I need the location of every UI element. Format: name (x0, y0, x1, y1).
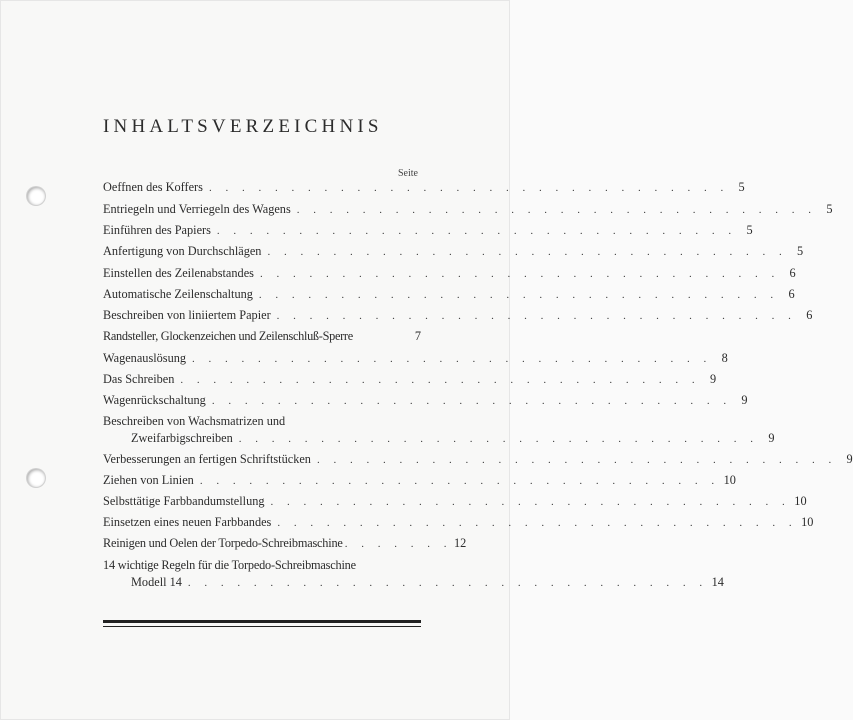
toc-entry-label: Modell 14 (131, 575, 182, 589)
dot-leader: . . . . . . . . . . . . . . . . . . . . . . . . . . . . . . . . (259, 268, 780, 280)
toc-entry-page: 9 (741, 393, 748, 407)
toc-entry-label: Einführen des Papiers (103, 223, 211, 237)
dot-leader: . . . . . . . (344, 538, 452, 550)
toc-entry-page: 6 (806, 308, 813, 322)
page-column-label: Seite (398, 168, 418, 179)
dot-leader: . . . . . . . . . . . . . . . . . . . . . . . . . . . . . . . . (296, 204, 817, 216)
dot-leader: . . . . . . . . . . . . . . . . . . . . . . . . . . . . . . . . (238, 433, 759, 445)
toc-entry-page: 10 (723, 473, 736, 487)
toc-entry-label: Oeffnen des Koffers (103, 180, 203, 194)
toc-entry-page: 5 (746, 223, 753, 237)
toc-entry (103, 243, 804, 261)
toc-entry-page: 10 (794, 494, 807, 508)
toc-entry (103, 413, 775, 448)
toc-entry (103, 286, 795, 304)
toc-entry-label: Entriegeln und Verriegeln des Wagens (103, 202, 291, 216)
toc-entry (103, 371, 717, 389)
toc-entry (103, 557, 724, 592)
toc-entry-label: Beschreiben von liniiertem Papier (103, 308, 271, 322)
dot-leader: . . . . . . . . . . . . . . . . . . . . . . . . . . . . . . . . (316, 454, 837, 466)
toc-entry-label: Verbesserungen an fertigen Schriftstücken (103, 452, 311, 466)
dot-leader: . . . . . . . . . . . . . . . . . . . . . . . . . . . . . . . . (276, 310, 797, 322)
dot-leader: . . . . . . . . . . . . . . . . . . . . . . . . . . . . . . . . (267, 246, 788, 258)
dot-leader: . . . . . . . . . . . . . . . . . . . . . . . . . . . . . . . . (216, 225, 737, 237)
dot-leader: . . . . . . . . . . . . . . . . . . . . . . . . . . . . . . . . (211, 395, 732, 407)
toc-entry-page: 10 (801, 515, 814, 529)
toc-entry (103, 179, 745, 197)
toc-entry-page: 5 (797, 244, 804, 258)
dot-leader: . . . . . . . . . . . . . . . . . . . . . . . . . . . . . . . . (208, 182, 729, 194)
toc-entry (103, 201, 833, 219)
toc-entry-label: Wagenauslösung (103, 351, 187, 365)
toc-entry (103, 307, 813, 325)
toc-entry-label: Randsteller, Glockenzeichen und Zeilenschluß-Sperre (103, 329, 353, 343)
toc-entry (103, 451, 853, 469)
toc-entry-page: 6 (788, 287, 795, 301)
dot-leader: . . . . . . . . . . . . . . . . . . . . . . . . . . . . . . . . (258, 289, 779, 301)
dot-leader: . . . . . . . . . . . . . . . . . . . . . . . . . . . . . . . . (180, 374, 701, 386)
toc-entry-page: 5 (826, 202, 833, 216)
page-title: INHALTSVERZEICHNIS (103, 116, 383, 137)
dot-leader: . . . . . . . . . . . . . . . . . . . . . . . . . . . . . . . . (199, 475, 720, 487)
toc-entry-label: Selbsttätige Farbbandumstellung (103, 494, 265, 508)
toc-entry-label: Ziehen von Linien (103, 473, 194, 487)
toc-entry-label: Das Schreiben (103, 372, 175, 386)
bottom-double-rule-thin (103, 626, 421, 627)
toc-entry-page: 9 (768, 431, 775, 445)
toc-entry (103, 350, 728, 368)
toc-entry (103, 328, 421, 345)
dot-leader: . . . . . . . . . . . . . . . . . . . . . . . . . . . . . . . . (187, 577, 708, 589)
toc-entry (103, 514, 814, 532)
toc-entry-label: Anfertigung von Durchschlägen (103, 244, 262, 258)
toc-entry-label: Einstellen des Zeilenabstandes (103, 266, 254, 280)
toc-entry-page: 6 (789, 266, 796, 280)
toc-entry-label-line1: Beschreiben von Wachsmatrizen und (103, 414, 286, 428)
punch-hole-bottom (27, 469, 45, 487)
toc-entry (103, 265, 796, 283)
toc-entry-label: Zweifarbigschreiben (131, 431, 233, 445)
toc-entry-label: Wagenrückschaltung (103, 393, 206, 407)
dot-leader: . . . . . . . . . . . . . . . . . . . . . . . . . . . . . . . . (277, 517, 798, 529)
toc-entry (103, 392, 748, 410)
toc-entry-page: 14 (711, 575, 724, 589)
toc-entry (103, 222, 753, 240)
toc-entry-page: 7 (414, 329, 421, 343)
toc-entry-page: 12 (453, 536, 467, 550)
toc-entry-label: Einsetzen eines neuen Farbbandes (103, 515, 272, 529)
dot-leader: . . . . . . . . . . . . . . . . . . . . . . . . . . . . . . . . (270, 496, 791, 508)
toc-entry-page: 8 (721, 351, 728, 365)
toc-entry-page: 9 (709, 372, 717, 386)
toc-entry-label: Reinigen und Oelen der Torpedo-Schreibmaschine (103, 536, 343, 550)
punch-hole-top (27, 187, 45, 205)
toc-entry (103, 535, 467, 553)
toc-entry (103, 493, 807, 511)
bottom-double-rule-thick (103, 620, 421, 623)
toc-entry-label-line1: 14 wichtige Regeln für die Torpedo-Schreibmaschine (103, 558, 356, 572)
toc-entry-page: 9 (846, 452, 853, 466)
toc-entry-label: Automatische Zeilenschaltung (103, 287, 253, 301)
toc-entry (103, 472, 736, 490)
dot-leader: . . . . . . . . . . . . . . . . . . . . . . . . . . . . . . . . (192, 353, 712, 365)
toc-entry-page: 5 (738, 180, 745, 194)
